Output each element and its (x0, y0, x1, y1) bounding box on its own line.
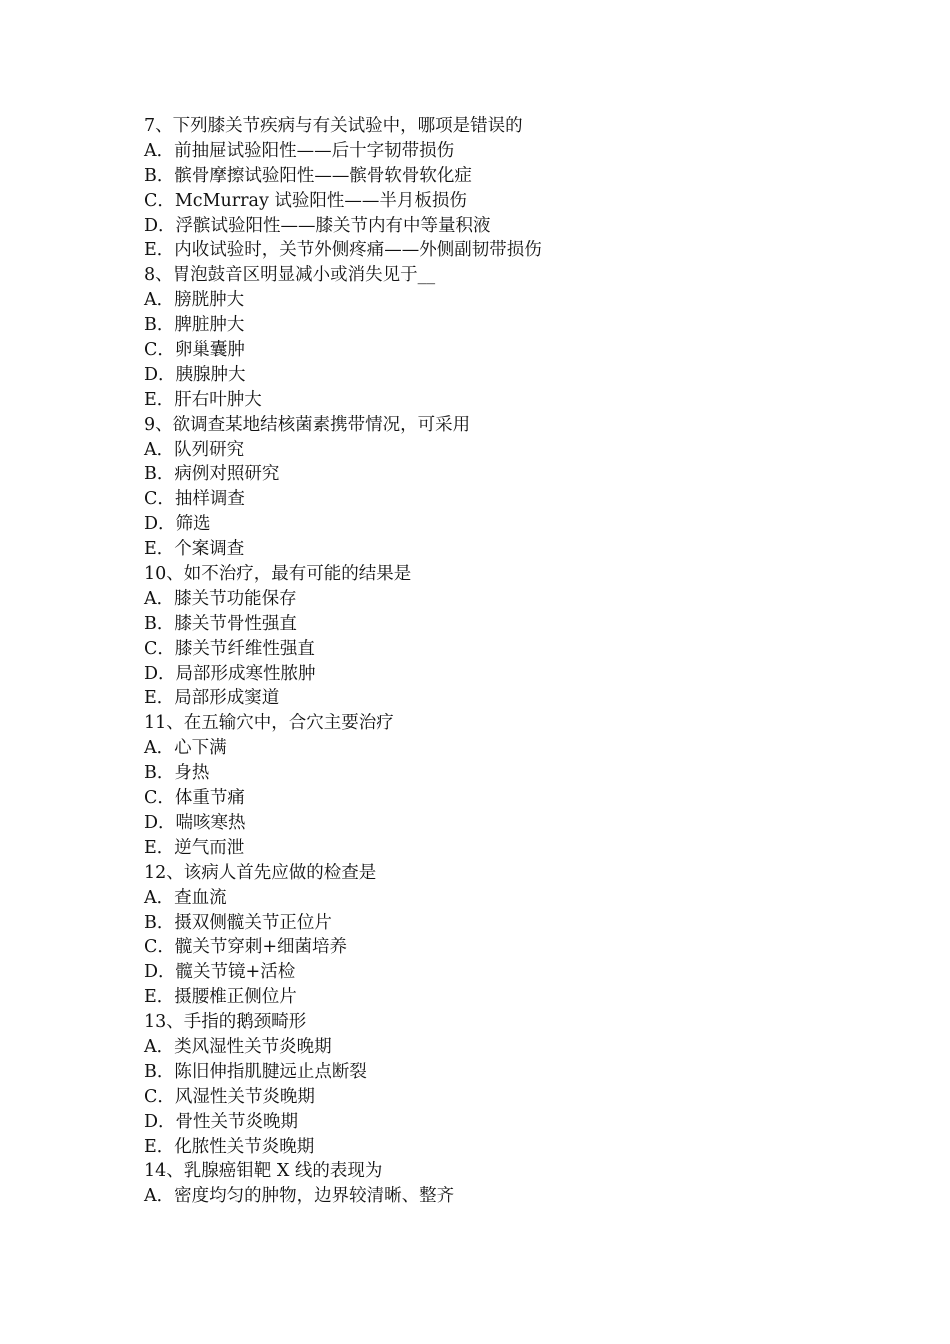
question-stem: 10、如不治疗，最有可能的结果是 (144, 564, 412, 585)
answer-option: B．膝关节骨性强直 (144, 613, 297, 634)
answer-option: A．查血流 (144, 887, 227, 908)
answer-option: D．浮髌试验阳性——膝关节内有中等量积液 (144, 215, 491, 236)
answer-option: C．体重节痛 (144, 788, 245, 809)
answer-option: C．膝关节纤维性强直 (144, 638, 315, 659)
question-stem: 8、胃泡鼓音区明显减小或消失见于__ (144, 265, 436, 286)
answer-option: C．卵巢囊肿 (144, 340, 245, 361)
answer-option: E．化脓性关节炎晚期 (144, 1136, 315, 1157)
answer-option: A．密度均匀的肿物，边界较清晰、整齐 (144, 1186, 455, 1207)
answer-option: D．胰腺肿大 (144, 364, 246, 385)
answer-option: B．摄双侧髋关节正位片 (144, 912, 332, 933)
answer-option: E．局部形成窦道 (144, 688, 280, 709)
answer-option: A．心下满 (144, 738, 227, 759)
answer-option: A．膝关节功能保存 (144, 588, 297, 609)
question-stem: 14、乳腺癌钼靶 X 线的表现为 (144, 1161, 383, 1182)
answer-option: E．内收试验时，关节外侧疼痛——外侧副韧带损伤 (144, 240, 542, 261)
answer-option: B．髌骨摩擦试验阳性——髌骨软骨软化症 (144, 165, 472, 186)
answer-option: C．髋关节穿刺+细菌培养 (144, 937, 348, 958)
question-stem: 9、欲调查某地结核菌素携带情况，可采用 (144, 414, 471, 435)
question-stem: 12、该病人首先应做的检查是 (144, 862, 377, 883)
question-stem: 7、下列膝关节疾病与有关试验中，哪项是错误的 (144, 116, 523, 136)
answer-option: B．脾脏肿大 (144, 315, 245, 336)
answer-option: E．逆气而泄 (144, 837, 245, 858)
answer-option: D．髋关节镜+活检 (144, 962, 296, 983)
answer-option: D．筛选 (144, 514, 211, 535)
answer-option: D．局部形成寒性脓肿 (144, 663, 316, 684)
question-stem: 13、手指的鹅颈畸形 (144, 1012, 307, 1033)
answer-option: A．队列研究 (144, 439, 245, 460)
answer-option: B．病例对照研究 (144, 464, 280, 485)
answer-option: E．肝右叶肿大 (144, 389, 262, 410)
answer-option: B．陈旧伸指肌腱远止点断裂 (144, 1061, 367, 1082)
answer-option: A．前抽屉试验阳性——后十字韧带损伤 (144, 140, 455, 161)
answer-option: A．膀胱肿大 (144, 290, 245, 311)
answer-option: A．类风湿性关节炎晚期 (144, 1036, 332, 1057)
answer-option: E．摄腰椎正侧位片 (144, 987, 297, 1008)
answer-option: B．身热 (144, 763, 210, 784)
answer-option: D．骨性关节炎晚期 (144, 1111, 299, 1132)
answer-option: C．McMurray 试验阳性——半月板损伤 (144, 190, 467, 211)
answer-option: D．喘咳寒热 (144, 812, 246, 833)
answer-option: E．个案调查 (144, 539, 245, 560)
answer-option: C．风湿性关节炎晚期 (144, 1086, 315, 1107)
question-stem: 11、在五输穴中，合穴主要治疗 (144, 713, 394, 734)
question-list (144, 114, 844, 1209)
answer-option: C．抽样调查 (144, 489, 245, 510)
